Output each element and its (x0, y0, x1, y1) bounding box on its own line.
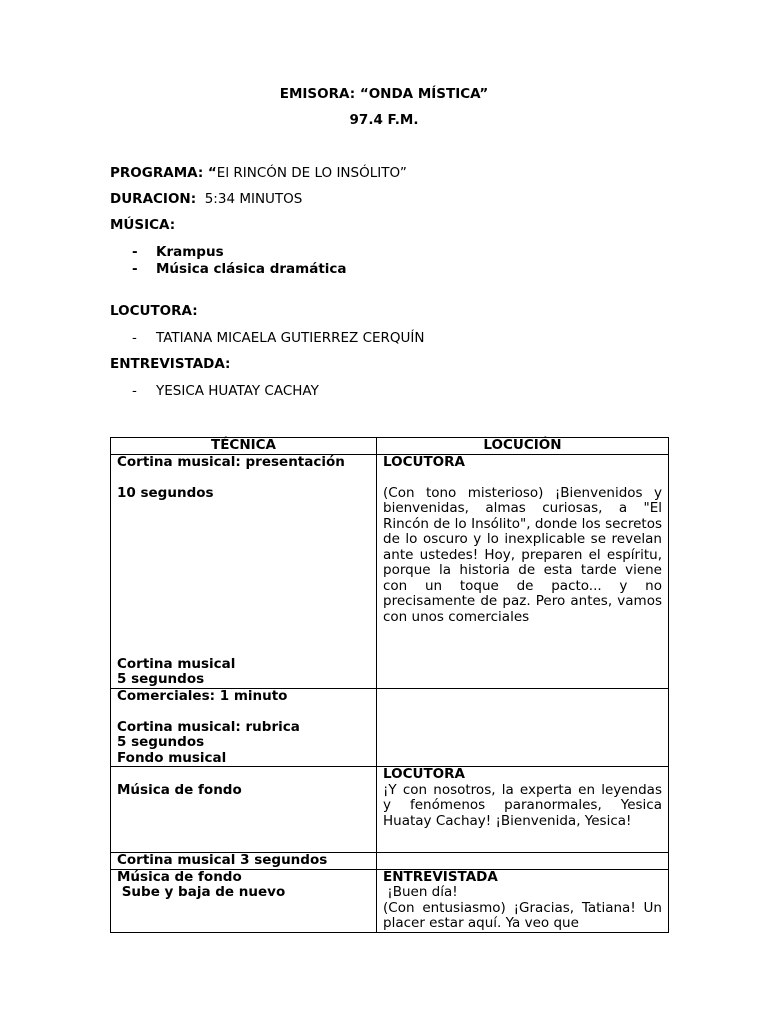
tech-cell: Cortina musical: presentación 10 segundos Cortina musical 5 segundos (111, 454, 377, 688)
table-row (111, 767, 669, 853)
speech-cell (377, 869, 669, 932)
speaker-label: ENTREVISTADA (383, 869, 498, 885)
interviewee-label: ENTREVISTADA: (110, 356, 231, 372)
tech-cell: Comerciales: 1 minuto Cortina musical: rubrica 5 segundos Fondo musical (111, 688, 377, 767)
music-label: MÚSICA: (110, 217, 176, 233)
speech-cell (377, 853, 669, 870)
speech-text: (Con tono misterioso) ¡Bienvenidos y bienvenidas, almas curiosas, a "El Rincón de lo Insólito", donde los secretos de lo oscuro y lo inexplicable se revelan ante ustedes! Hoy, preparen el espíritu, porque la historia de esta tarde viene con un toque de pacto... y no precisamente de paz. Pero antes, vamos con unos comerciales (383, 484, 662, 625)
station-title: EMISORA: “ONDA MÍSTICA” (279, 86, 489, 102)
music-item: - Música clásica dramática (132, 261, 347, 277)
table-header-row (111, 438, 669, 455)
program-line (110, 165, 407, 181)
station-frequency: 97.4 F.M. (349, 112, 419, 128)
script-table (110, 437, 669, 933)
announcer-label: LOCUTORA: (110, 303, 198, 319)
table-row (111, 869, 669, 932)
speech-cell (377, 454, 669, 688)
speech-line: (Con entusiasmo) ¡Gracias, Tatiana! Un placer estar aquí. Ya veo que (383, 899, 662, 931)
table-row (111, 688, 669, 767)
tech-cell: Música de fondo (111, 767, 377, 853)
table-row (111, 454, 669, 688)
speech-line: ¡Buen día! (383, 884, 458, 900)
duration-line (110, 191, 302, 207)
interviewee-item: - YESICA HUATAY CACHAY (132, 383, 319, 399)
table-row (111, 853, 669, 870)
duration-value: 5:34 MINUTOS (204, 191, 303, 207)
program-label: PROGRAMA: “ (110, 165, 217, 181)
speaker-label: LOCUTORA (383, 766, 465, 782)
program-value: El RINCÓN DE LO INSÓLITO” (216, 165, 407, 181)
header-tecnica: TÉCNICA (111, 438, 377, 455)
header-locucion: LOCUCIÓN (377, 438, 669, 455)
speech-cell (377, 688, 669, 767)
speech-text: ¡Y con nosotros, la experta en leyendas y fenómenos paranormales, Yesica Huatay Cachay! ¡Bienvenida, Yesica! (383, 781, 662, 829)
music-item: - Krampus (132, 244, 224, 260)
duration-label: DURACION: (110, 191, 197, 207)
tech-cell: Cortina musical 3 segundos (111, 853, 377, 870)
speech-cell (377, 767, 669, 853)
tech-cell: Música de fondo Sube y baja de nuevo (111, 869, 377, 932)
announcer-item: - TATIANA MICAELA GUTIERREZ CERQUÍN (132, 330, 425, 346)
speaker-label: LOCUTORA (383, 453, 465, 470)
